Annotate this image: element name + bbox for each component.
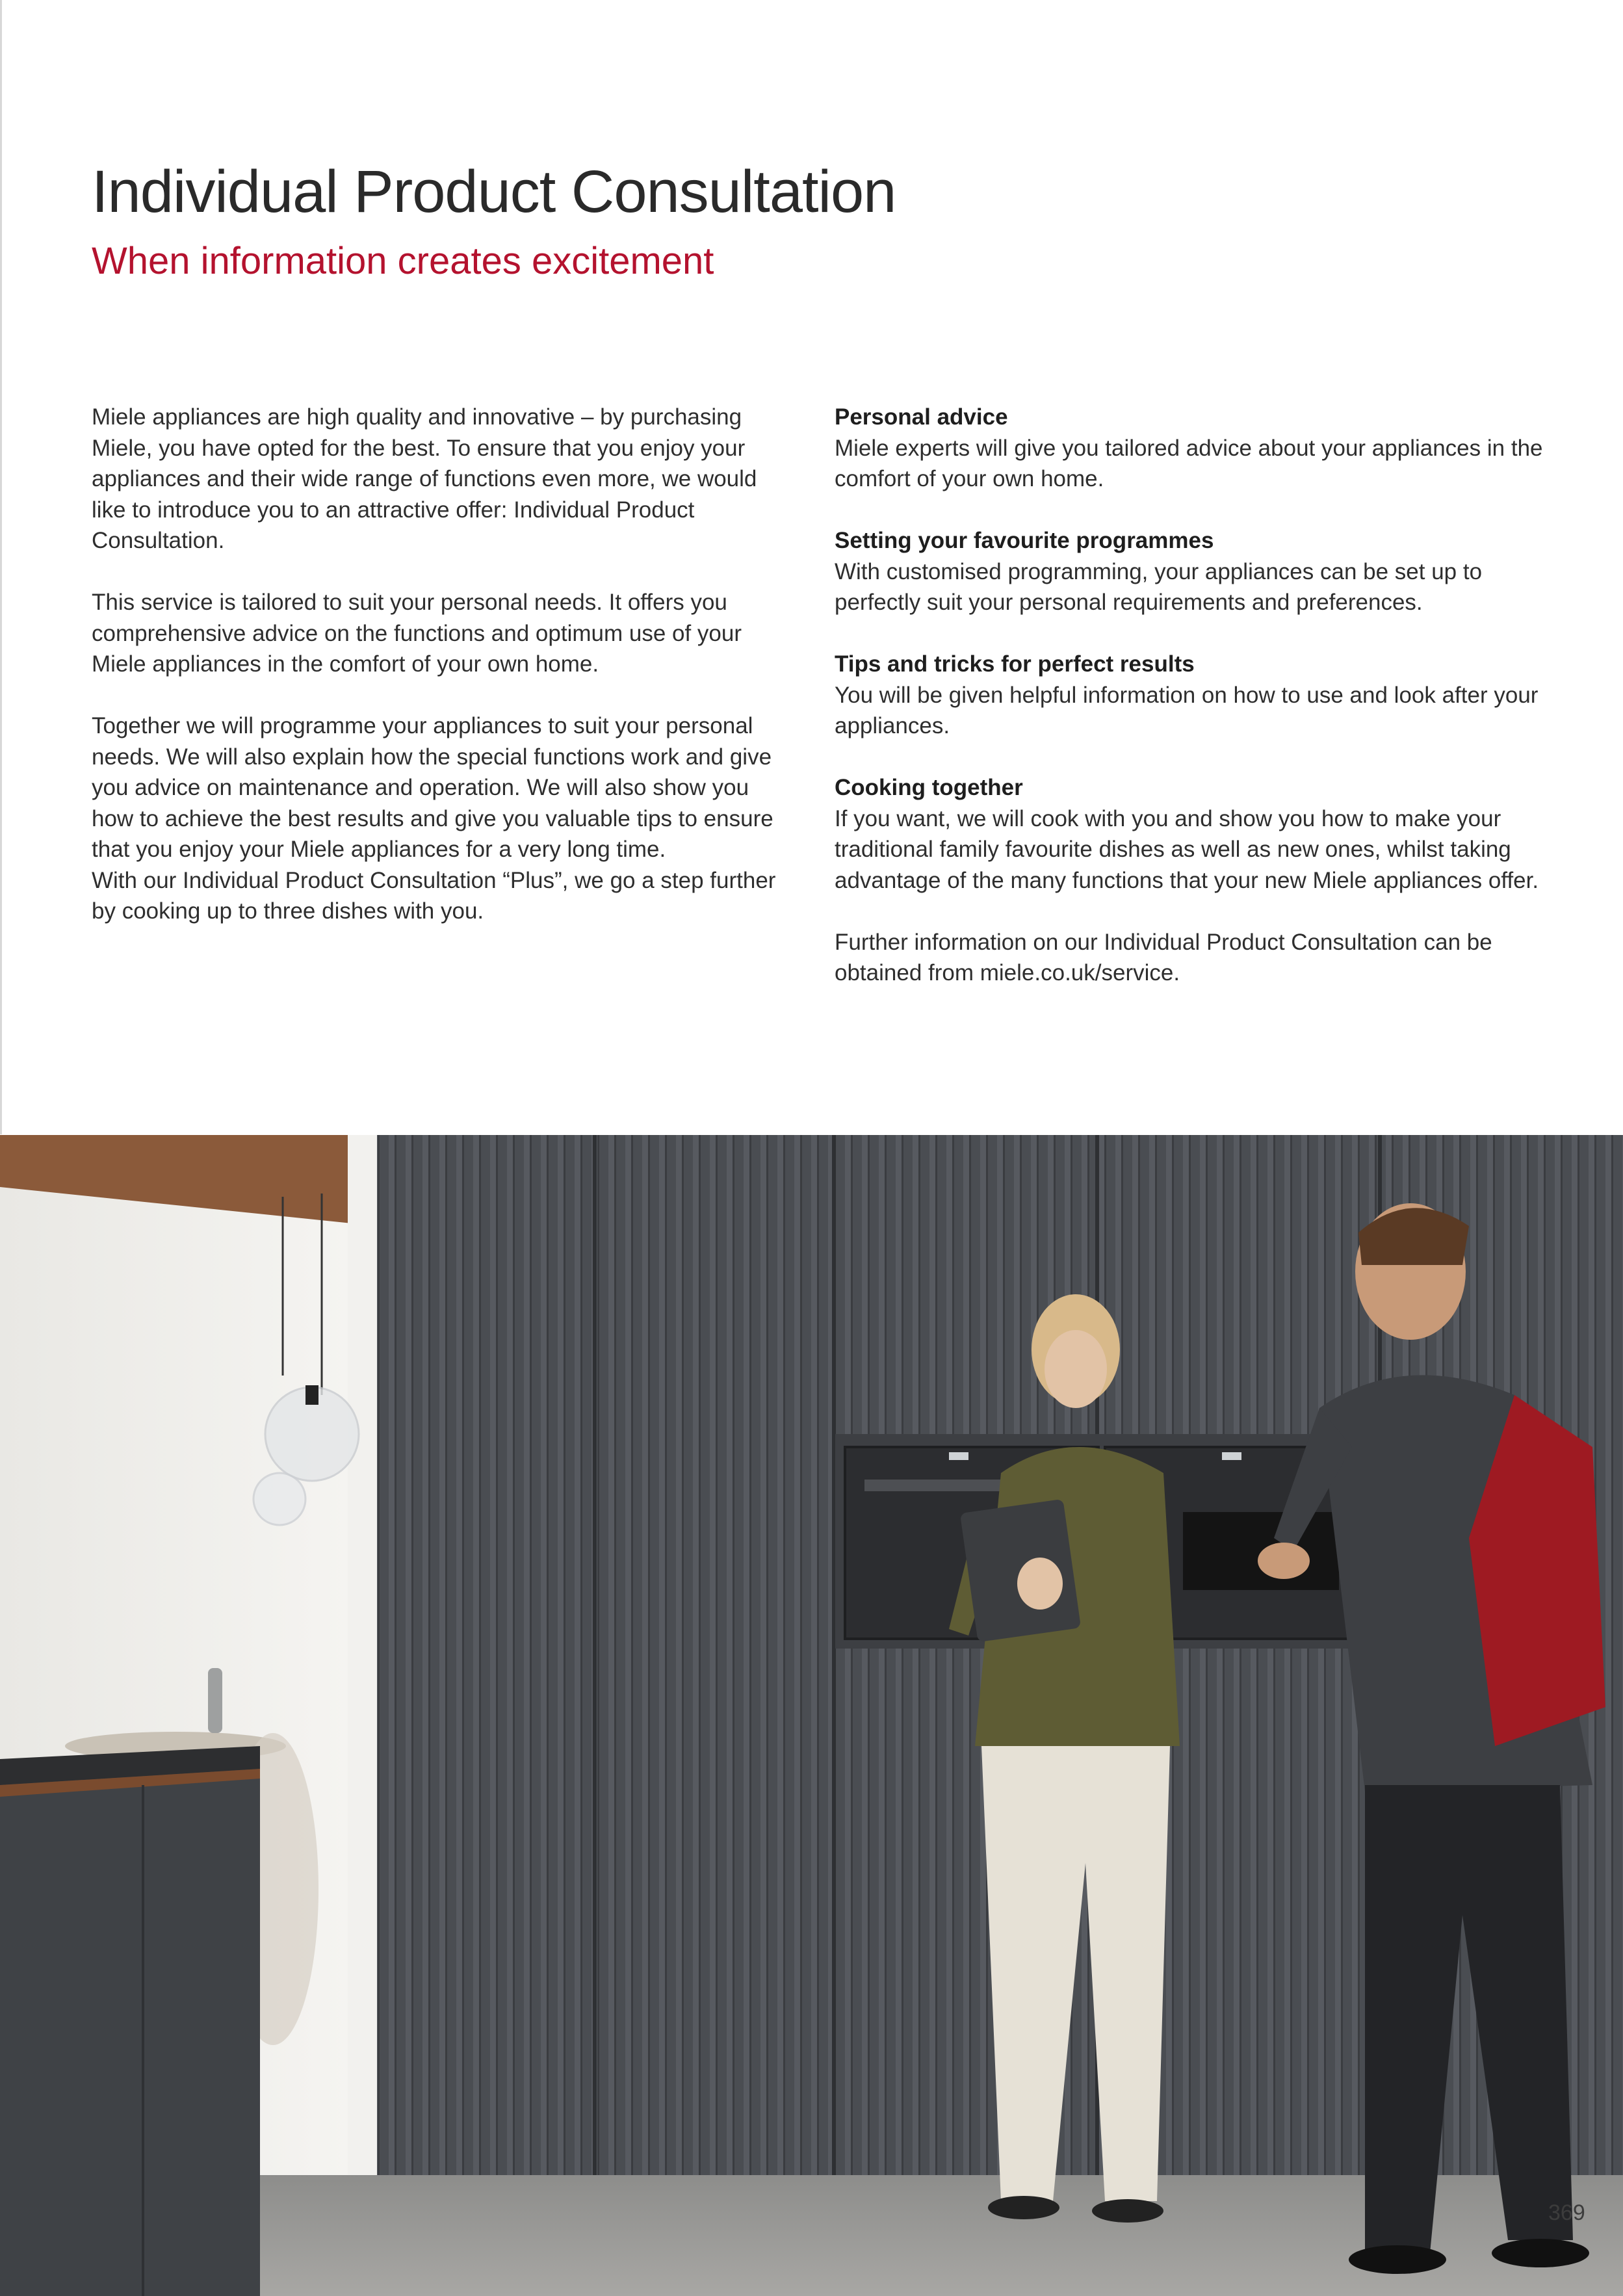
further-information: Further information on our Individual Product Consultation can be obtained from miele.co.uk/service. [835, 929, 1492, 985]
section-heading: Tips and tricks for perfect results [835, 651, 1195, 677]
section-text: You will be given helpful information on how to use and look after your appliances. [835, 682, 1539, 738]
section-favourite-programmes [835, 525, 1556, 618]
section-personal-advice [835, 402, 1556, 495]
page-title: Individual Product Consultation [92, 159, 896, 225]
page-number: 369 [1548, 2200, 1585, 2225]
section-heading: Cooking together [835, 775, 1023, 800]
intro-paragraph-2: This service is tailored to suit your personal needs. It offers you comprehensive advice on the functions and optimum use of your Miele appliances in the comfort of your own home. [92, 590, 742, 677]
section-text: If you want, we will cook with you and show you how to make your traditional family favourite dishes as well as new ones, whilst taking advantage of the many functions that your new Miele appliances offer. [835, 805, 1539, 893]
intro-paragraph-3: Together we will programme your appliances to suit your personal needs. We will also explain how the special functions work and give you advice on maintenance and operation. We will also show you how to achieve the best results and give you valuable tips to ensure that you enjoy your Miele appliances for a very long time. [92, 713, 773, 862]
benefits-column [835, 402, 1556, 989]
intro-paragraph-4: With our Individual Product Consultation “Plus”, we go a step further by cooking up to three dishes with you. [92, 867, 776, 924]
intro-column [92, 402, 794, 927]
section-tips-and-tricks [835, 649, 1556, 742]
section-text: Miele experts will give you tailored advice about your appliances in the comfort of your own home. [835, 435, 1543, 491]
intro-paragraph-1: Miele appliances are high quality and innovative – by purchasing Miele, you have opted for the best. To ensure that you enjoy your appliances and their wide range of functions even more, we would like to introduce you to an attractive offer: Individual Product Consultation. [92, 404, 757, 553]
section-heading: Personal advice [835, 404, 1008, 430]
section-cooking-together [835, 772, 1556, 896]
page-edge-divider [0, 0, 2, 1134]
section-heading: Setting your favourite programmes [835, 528, 1214, 553]
page-subtitle: When information creates excitement [92, 240, 714, 282]
kitchen-consultation-photo [0, 1135, 1623, 2296]
section-text: With customised programming, your appliances can be set up to perfectly suit your personal requirements and preferences. [835, 558, 1483, 615]
